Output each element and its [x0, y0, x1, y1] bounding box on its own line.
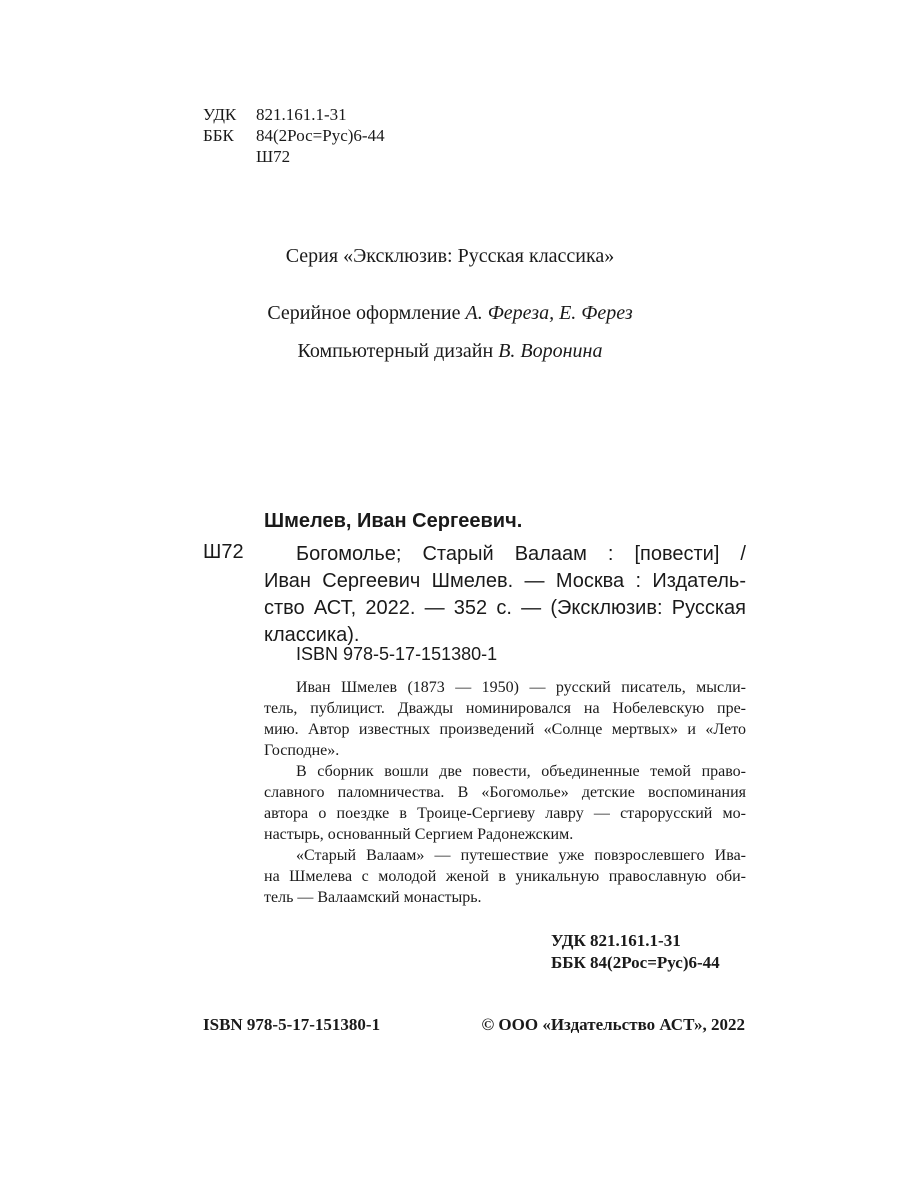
- design-credit: [0, 302, 900, 325]
- udk-label: УДК: [203, 105, 237, 124]
- bottom-udk: УДК 821.161.1-31: [551, 931, 681, 950]
- udk-row: [203, 104, 385, 125]
- annotation-line: «Старый Валаам» — путешествие уже повзрослевшего Ива-: [296, 847, 746, 864]
- biblio-line: Иван Сергеевич Шмелев. — Москва : Издатель-: [264, 570, 746, 592]
- annotation: [264, 677, 746, 908]
- author-code: Ш72: [256, 147, 291, 166]
- annotation-line: мию. Автор известных произведений «Солнце мертвых» и «Лето: [264, 721, 746, 738]
- annotation-line: Иван Шмелев (1873 — 1950) — русский писатель, мысли-: [296, 679, 746, 696]
- bbk-value: 84(2Рос=Рус)6-44: [256, 126, 385, 145]
- annotation-line: настырь, основанный Сергием Радонежским.: [264, 826, 574, 843]
- biblio-code: Ш72: [203, 541, 244, 563]
- computer-design-name: В. Воронина: [498, 340, 603, 362]
- annotation-line: Господне».: [264, 742, 340, 759]
- annotation-line: В сборник вошли две повести, объединенные темой право-: [296, 763, 746, 780]
- bbk-label: ББК: [203, 126, 234, 145]
- bottom-isbn: ISBN 978-5-17-151380-1: [203, 1015, 381, 1034]
- annotation-line: славного паломничества. В «Богомолье» детские воспоминания: [264, 784, 746, 801]
- series-line: Серия «Эксклюзив: Русская классика»: [285, 245, 615, 267]
- author-heading: Шмелев, Иван Сергеевич.: [264, 510, 523, 532]
- author-code-row: [203, 146, 385, 167]
- annotation-line: тель, публицист. Дважды номинировался на Нобелевскую пре-: [264, 700, 746, 717]
- biblio-line: классика).: [264, 624, 360, 646]
- bottom-classification: [551, 930, 720, 974]
- biblio-line: Богомолье; Старый Валаам : [повести] /: [296, 543, 746, 565]
- udk-value: 821.161.1-31: [256, 105, 347, 124]
- bbk-row: [203, 125, 385, 146]
- bibliographic-description: [264, 541, 746, 649]
- copyright: © ООО «Издательство АСТ», 2022: [481, 1015, 745, 1034]
- design-label: Серийное оформление: [267, 302, 461, 324]
- biblio-line: ство АСТ, 2022. — 352 с. — (Эксклюзив: Русская: [264, 597, 746, 619]
- design-names: А. Фереза, Е. Ферез: [465, 302, 633, 324]
- computer-design-credit: [0, 340, 900, 363]
- isbn-line: ISBN 978-5-17-151380-1: [296, 644, 498, 664]
- annotation-line: тель — Валаамский монастырь.: [264, 889, 482, 906]
- bottom-bbk: ББК 84(2Рос=Рус)6-44: [551, 953, 720, 972]
- computer-design-label: Компьютерный дизайн: [297, 340, 494, 362]
- annotation-line: автора о поездке в Троице-Сергиеву лавру — старорусский мо-: [264, 805, 746, 822]
- annotation-line: на Шмелева с молодой женой в уникальную православную оби-: [264, 868, 746, 885]
- classification-block: [203, 104, 385, 167]
